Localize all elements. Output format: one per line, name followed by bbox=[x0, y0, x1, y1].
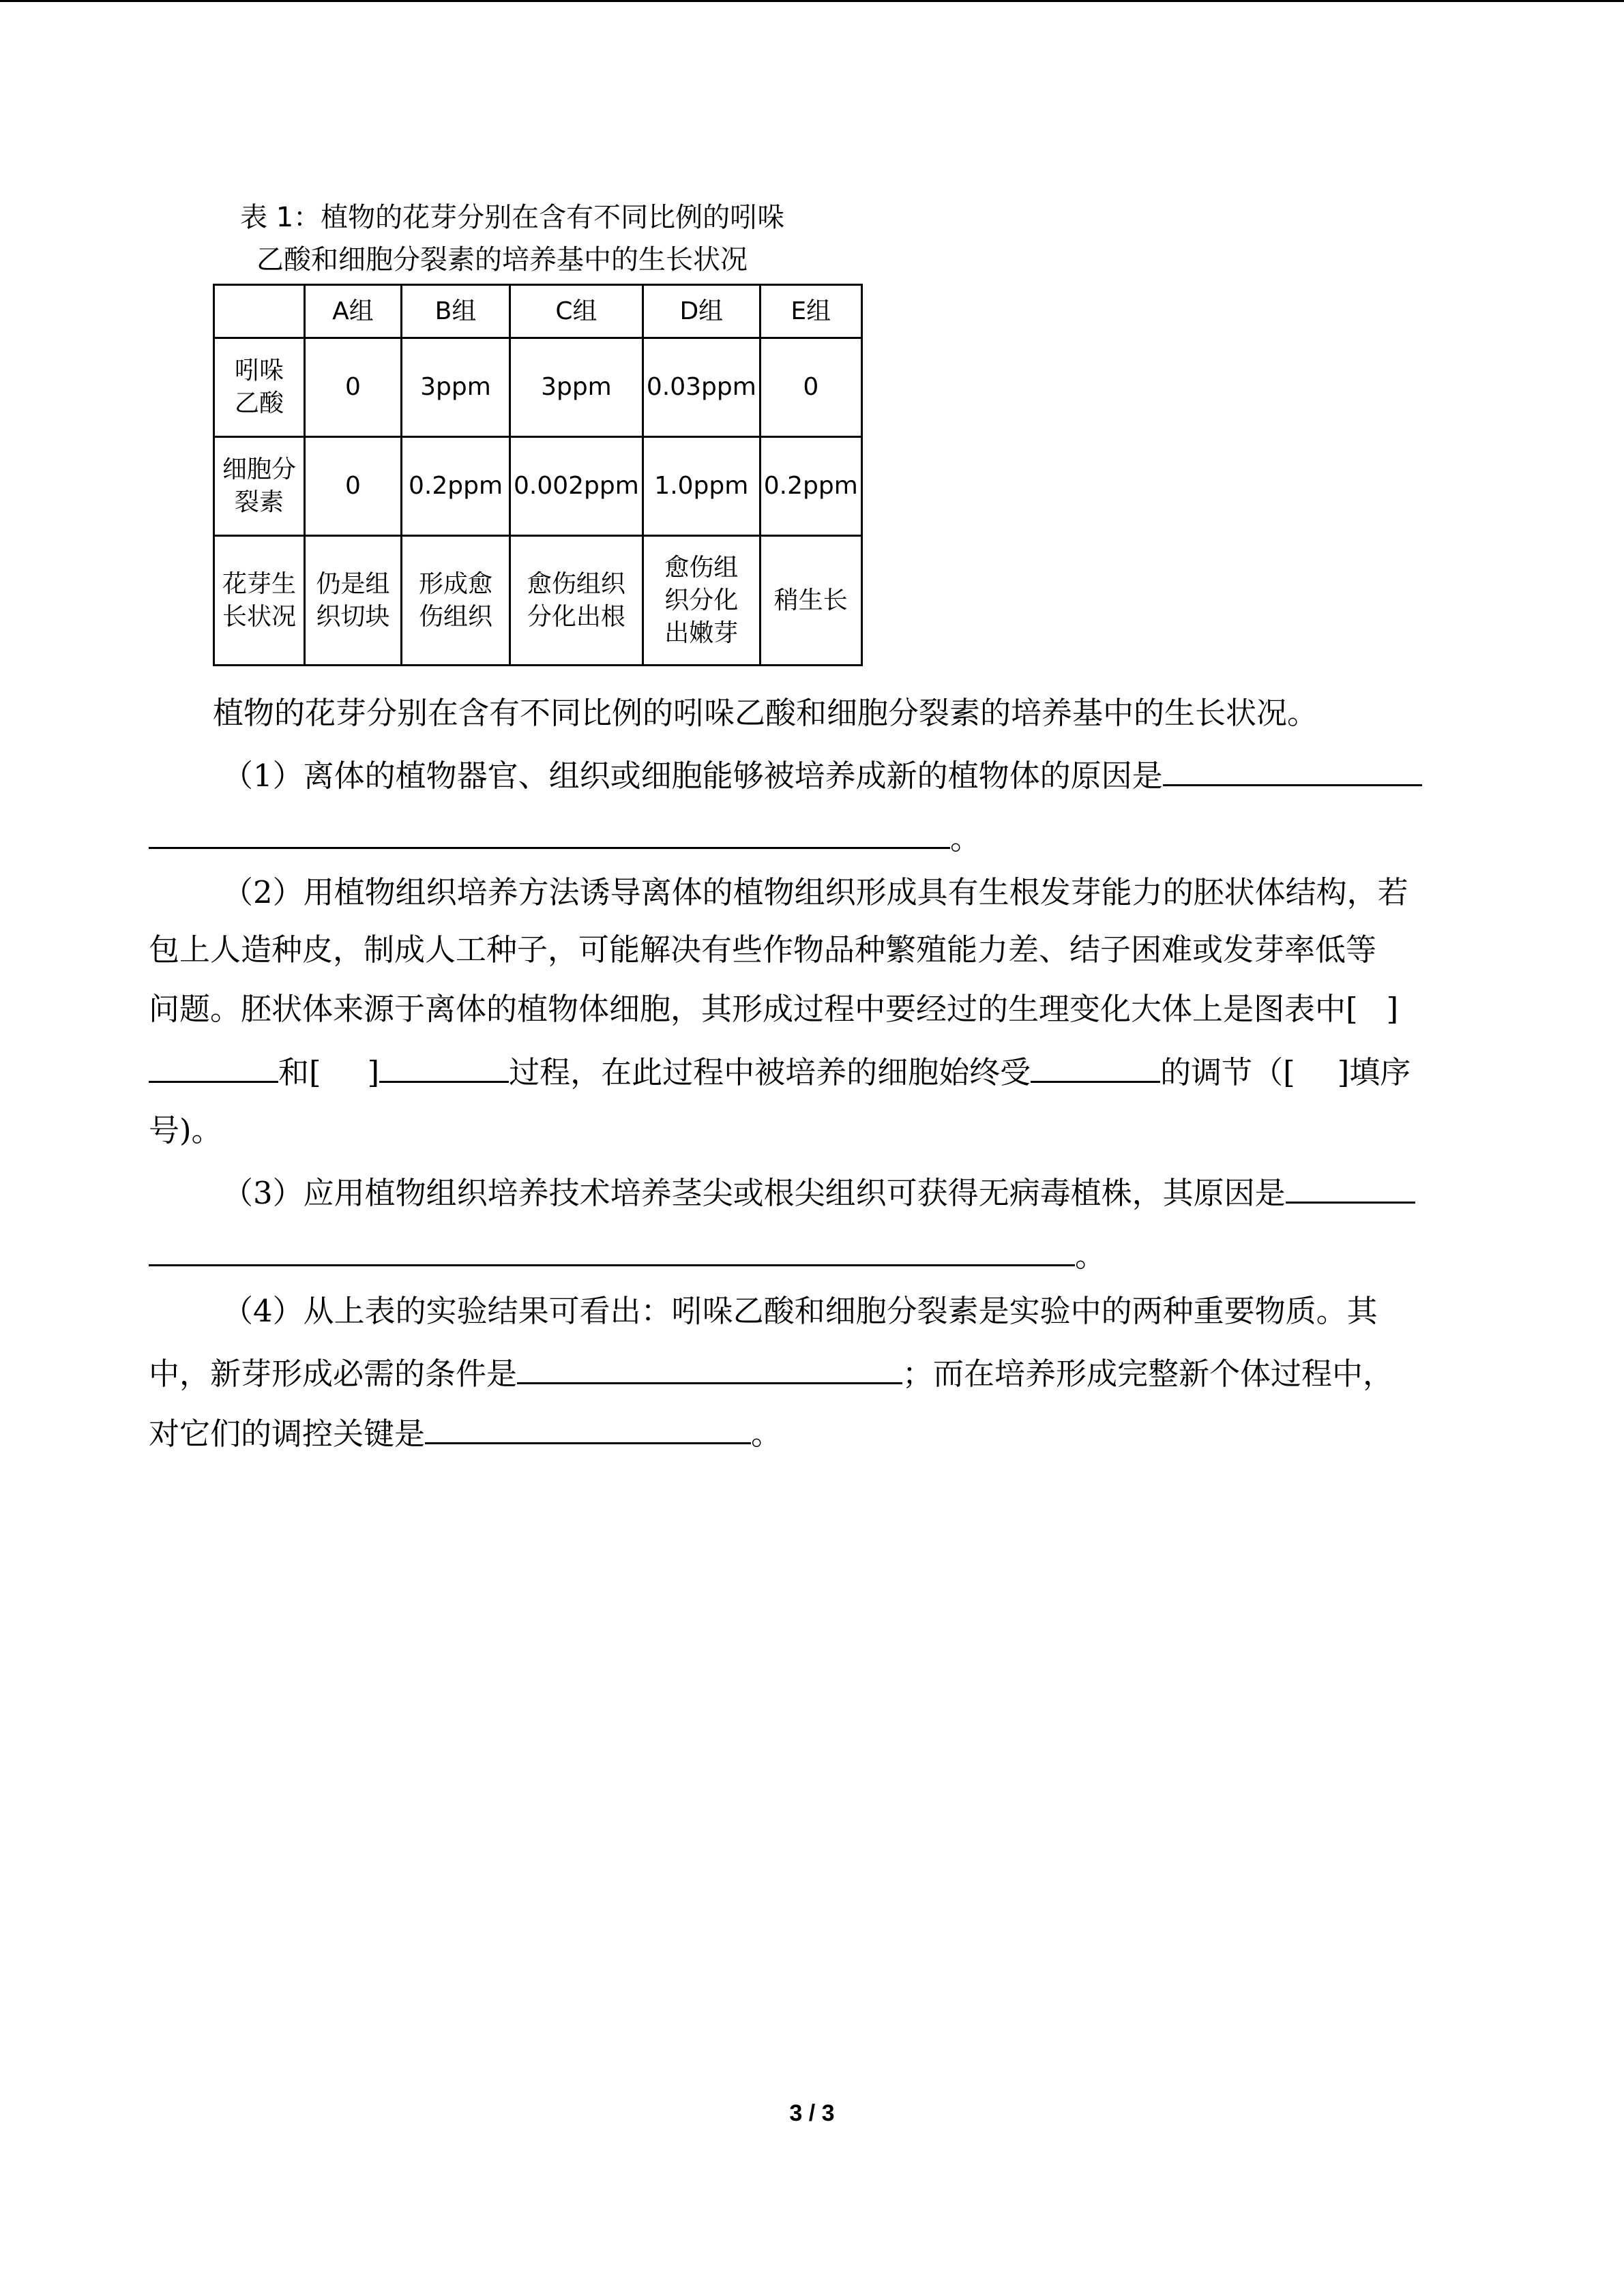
table-row bbox=[214, 437, 862, 536]
question-1-line2: 。 bbox=[149, 817, 981, 858]
table-cell: 1.0ppm bbox=[643, 437, 760, 536]
table-cell: 0.002ppm bbox=[510, 437, 643, 536]
intro-text: 植物的花芽分别在含有不同比例的吲哚乙酸和细胞分裂素的培养基中的生长状况。 bbox=[213, 695, 1318, 731]
question-2-line5: 号)。 bbox=[149, 1112, 222, 1148]
row-label: 细胞分 裂素 bbox=[214, 437, 305, 536]
answer-blank[interactable] bbox=[379, 1051, 509, 1083]
row-label: 吲哚 乙酸 bbox=[214, 338, 305, 437]
question-4-line1: （4）从上表的实验结果可看出：吲哚乙酸和细胞分裂素是实验中的两种重要物质。其 bbox=[222, 1293, 1378, 1329]
question-3: （3）应用植物组织培养技术培养茎尖或根尖组织可获得无病毒植株，其原因是 bbox=[222, 1172, 1415, 1212]
table-cell: 0 bbox=[760, 338, 861, 437]
table-cell: 形成愈 伤组织 bbox=[402, 536, 510, 666]
table-cell: 3ppm bbox=[402, 338, 510, 437]
header-cell: D组 bbox=[643, 285, 760, 338]
answer-blank[interactable] bbox=[149, 1051, 278, 1083]
growth-table bbox=[213, 284, 863, 666]
table-cell: 0 bbox=[305, 338, 402, 437]
table-caption-line2: 乙酸和细胞分裂素的培养基中的生长状况 bbox=[256, 244, 748, 275]
table-cell: 仍是组 织切块 bbox=[305, 536, 402, 666]
question-3-line2: 。 bbox=[149, 1234, 1106, 1275]
table-row bbox=[214, 338, 862, 437]
table-cell: 0.2ppm bbox=[402, 437, 510, 536]
header-cell: B组 bbox=[402, 285, 510, 338]
header-cell bbox=[214, 285, 305, 338]
table-cell: 稍生长 bbox=[760, 536, 861, 666]
table-row bbox=[214, 536, 862, 666]
answer-blank[interactable] bbox=[1031, 1051, 1160, 1083]
question-2-line2: 包上人造种皮，制成人工种子，可能解决有些作物品种繁殖能力差、结子困难或发芽率低等 bbox=[149, 931, 1377, 968]
table-caption-line1: 表 1：植物的花芽分别在含有不同比例的吲哚 bbox=[240, 202, 785, 233]
page-number: 3 / 3 bbox=[789, 2100, 835, 2126]
table-cell: 0 bbox=[305, 437, 402, 536]
question-2-line3: 问题。胚状体来源于离体的植物体细胞，其形成过程中要经过的生理变化大体上是图表中[ ] bbox=[149, 991, 1399, 1027]
header-cell: C组 bbox=[510, 285, 643, 338]
question-2-line1: （2）用植物组织培养方法诱导离体的植物组织形成具有生根发芽能力的胚状体结构，若 bbox=[222, 874, 1408, 910]
header-cell: A组 bbox=[305, 285, 402, 338]
table-cell: 0.2ppm bbox=[760, 437, 861, 536]
row-label: 花芽生 长状况 bbox=[214, 536, 305, 666]
question-4-line2: 中，新芽形成必需的条件是 ；而在培养形成完整新个体过程中， bbox=[149, 1352, 1393, 1393]
top-border-line bbox=[0, 0, 1624, 2]
table-cell: 0.03ppm bbox=[643, 338, 760, 437]
question-2-line4: 和[ ] 过程，在此过程中被培养的细胞始终受 的调节（[ ]填序 bbox=[149, 1051, 1411, 1092]
question-4-line3: 对它们的调控关键是 。 bbox=[149, 1412, 782, 1453]
answer-blank[interactable] bbox=[149, 1234, 1075, 1266]
table-header-row bbox=[214, 285, 862, 338]
answer-blank[interactable] bbox=[1286, 1172, 1415, 1204]
table-cell: 愈伤组织 分化出根 bbox=[510, 536, 643, 666]
table-cell: 3ppm bbox=[510, 338, 643, 437]
answer-blank[interactable] bbox=[1163, 754, 1422, 786]
answer-blank[interactable] bbox=[149, 817, 950, 849]
answer-blank[interactable] bbox=[517, 1352, 902, 1384]
answer-blank[interactable] bbox=[425, 1412, 751, 1444]
header-cell: E组 bbox=[760, 285, 861, 338]
question-1: （1）离体的植物器官、组织或细胞能够被培养成新的植物体的原因是 bbox=[222, 754, 1422, 795]
table-cell: 愈伤组 织分化 出嫩芽 bbox=[643, 536, 760, 666]
